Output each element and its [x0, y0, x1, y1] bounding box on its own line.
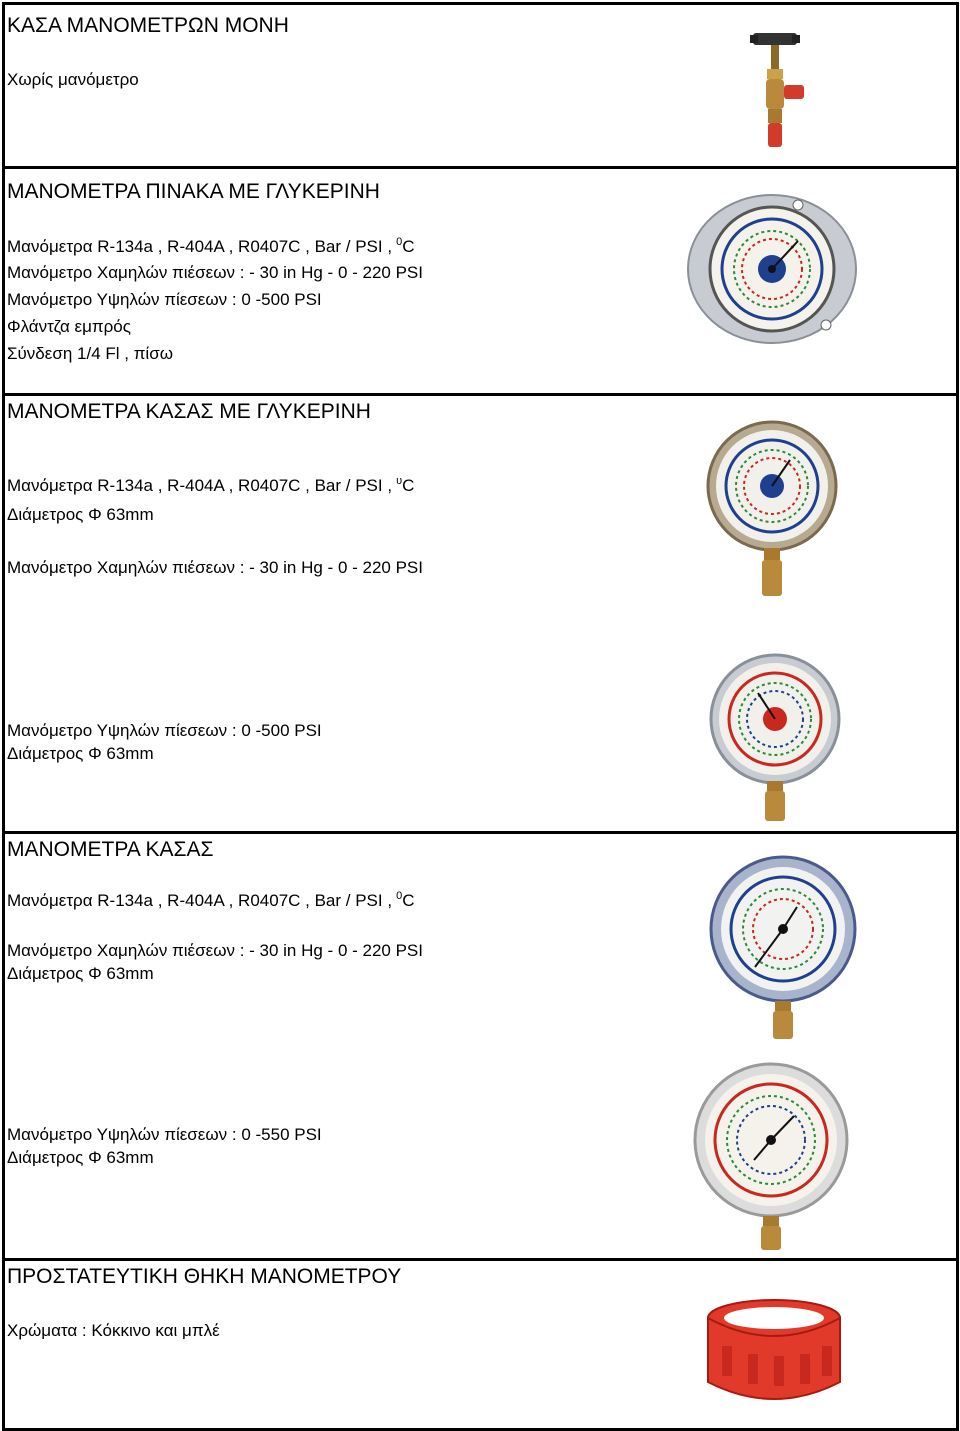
spec-line: Μανόμετρα R-134a , R-404A , R0407C , Bar / PSI , $^\upsilon$C: [7, 475, 415, 495]
diameter-text: Διάμετρος Φ 63mm: [7, 1148, 154, 1167]
high-pressure-text: Μανόμετρο Υψηλών πίεσεων : 0 -500 PSI: [7, 721, 322, 740]
flange-text: Φλάντζα εμπρός: [7, 317, 131, 336]
protective-case-icon: [700, 1296, 848, 1410]
blue-glycerin-gauge-icon: [694, 420, 850, 600]
low-pressure-text: Μανόμετρο Χαμηλών πιέσεων : - 30 in Hg - 0 - 220 PSI: [7, 263, 423, 282]
valve-icon: [740, 25, 810, 153]
section-title: ΜΑΝΟΜΕΤΡΑ ΚΑΣΑΣ: [7, 838, 214, 861]
spec-line: Μανόμετρα R-134a , R-404A , R0407C , Bar / PSI , $^0$C: [7, 236, 415, 256]
diameter-text: Διάμετρος Φ 63mm: [7, 964, 154, 983]
spec-line: Μανόμετρα R-134a , R-404A , R0407C , Bar / PSI , $^0$C: [7, 890, 415, 910]
divider: [2, 1258, 959, 1261]
high-pressure-text: Μανόμετρο Υψηλών πίεσεων : 0 -500 PSI: [7, 290, 322, 309]
diameter-text: Διάμετρος Φ 63mm: [7, 505, 154, 524]
high-pressure-text: Μανόμετρο Υψηλών πίεσεων : 0 -550 PSI: [7, 1125, 322, 1144]
section-title: ΠΡΟΣΤΑΤΕΥΤΙΚΗ ΘΗΚΗ ΜΑΝΟΜΕΤΡΟΥ: [7, 1265, 402, 1288]
colors-text: Χρώματα : Κόκκινο και μπλέ: [7, 1321, 220, 1340]
diameter-text: Διάμετρος Φ 63mm: [7, 744, 154, 763]
section-title: ΚΑΣΑ ΜΑΝΟΜΕΤΡΩΝ ΜΟΝΗ: [7, 14, 289, 37]
divider: [2, 166, 959, 169]
panel-gauge-icon: [686, 193, 858, 345]
section-text: Χωρίς μανόμετρο: [7, 70, 139, 89]
section-title: ΜΑΝΟΜΕΤΡΑ ΚΑΣΑΣ ΜΕ ΓΛΥΚΕΡΙΝΗ: [7, 400, 371, 423]
section-title: ΜΑΝΟΜΕΤΡΑ ΠΙΝΑΚΑ ΜΕ ΓΛΥΚΕΡΙΝΗ: [7, 180, 380, 203]
divider: [2, 393, 959, 396]
divider: [2, 831, 959, 834]
blue-gauge-icon: [705, 855, 861, 1041]
red-glycerin-gauge-icon: [700, 653, 850, 825]
red-gauge-icon: [690, 1060, 852, 1252]
low-pressure-text: Μανόμετρο Χαμηλών πιέσεων : - 30 in Hg - 0 - 220 PSI: [7, 941, 423, 960]
low-pressure-text: Μανόμετρο Χαμηλών πιέσεων : - 30 in Hg - 0 - 220 PSI: [7, 558, 423, 577]
connection-text: Σύνδεση 1/4 Fl , πίσω: [7, 344, 173, 363]
